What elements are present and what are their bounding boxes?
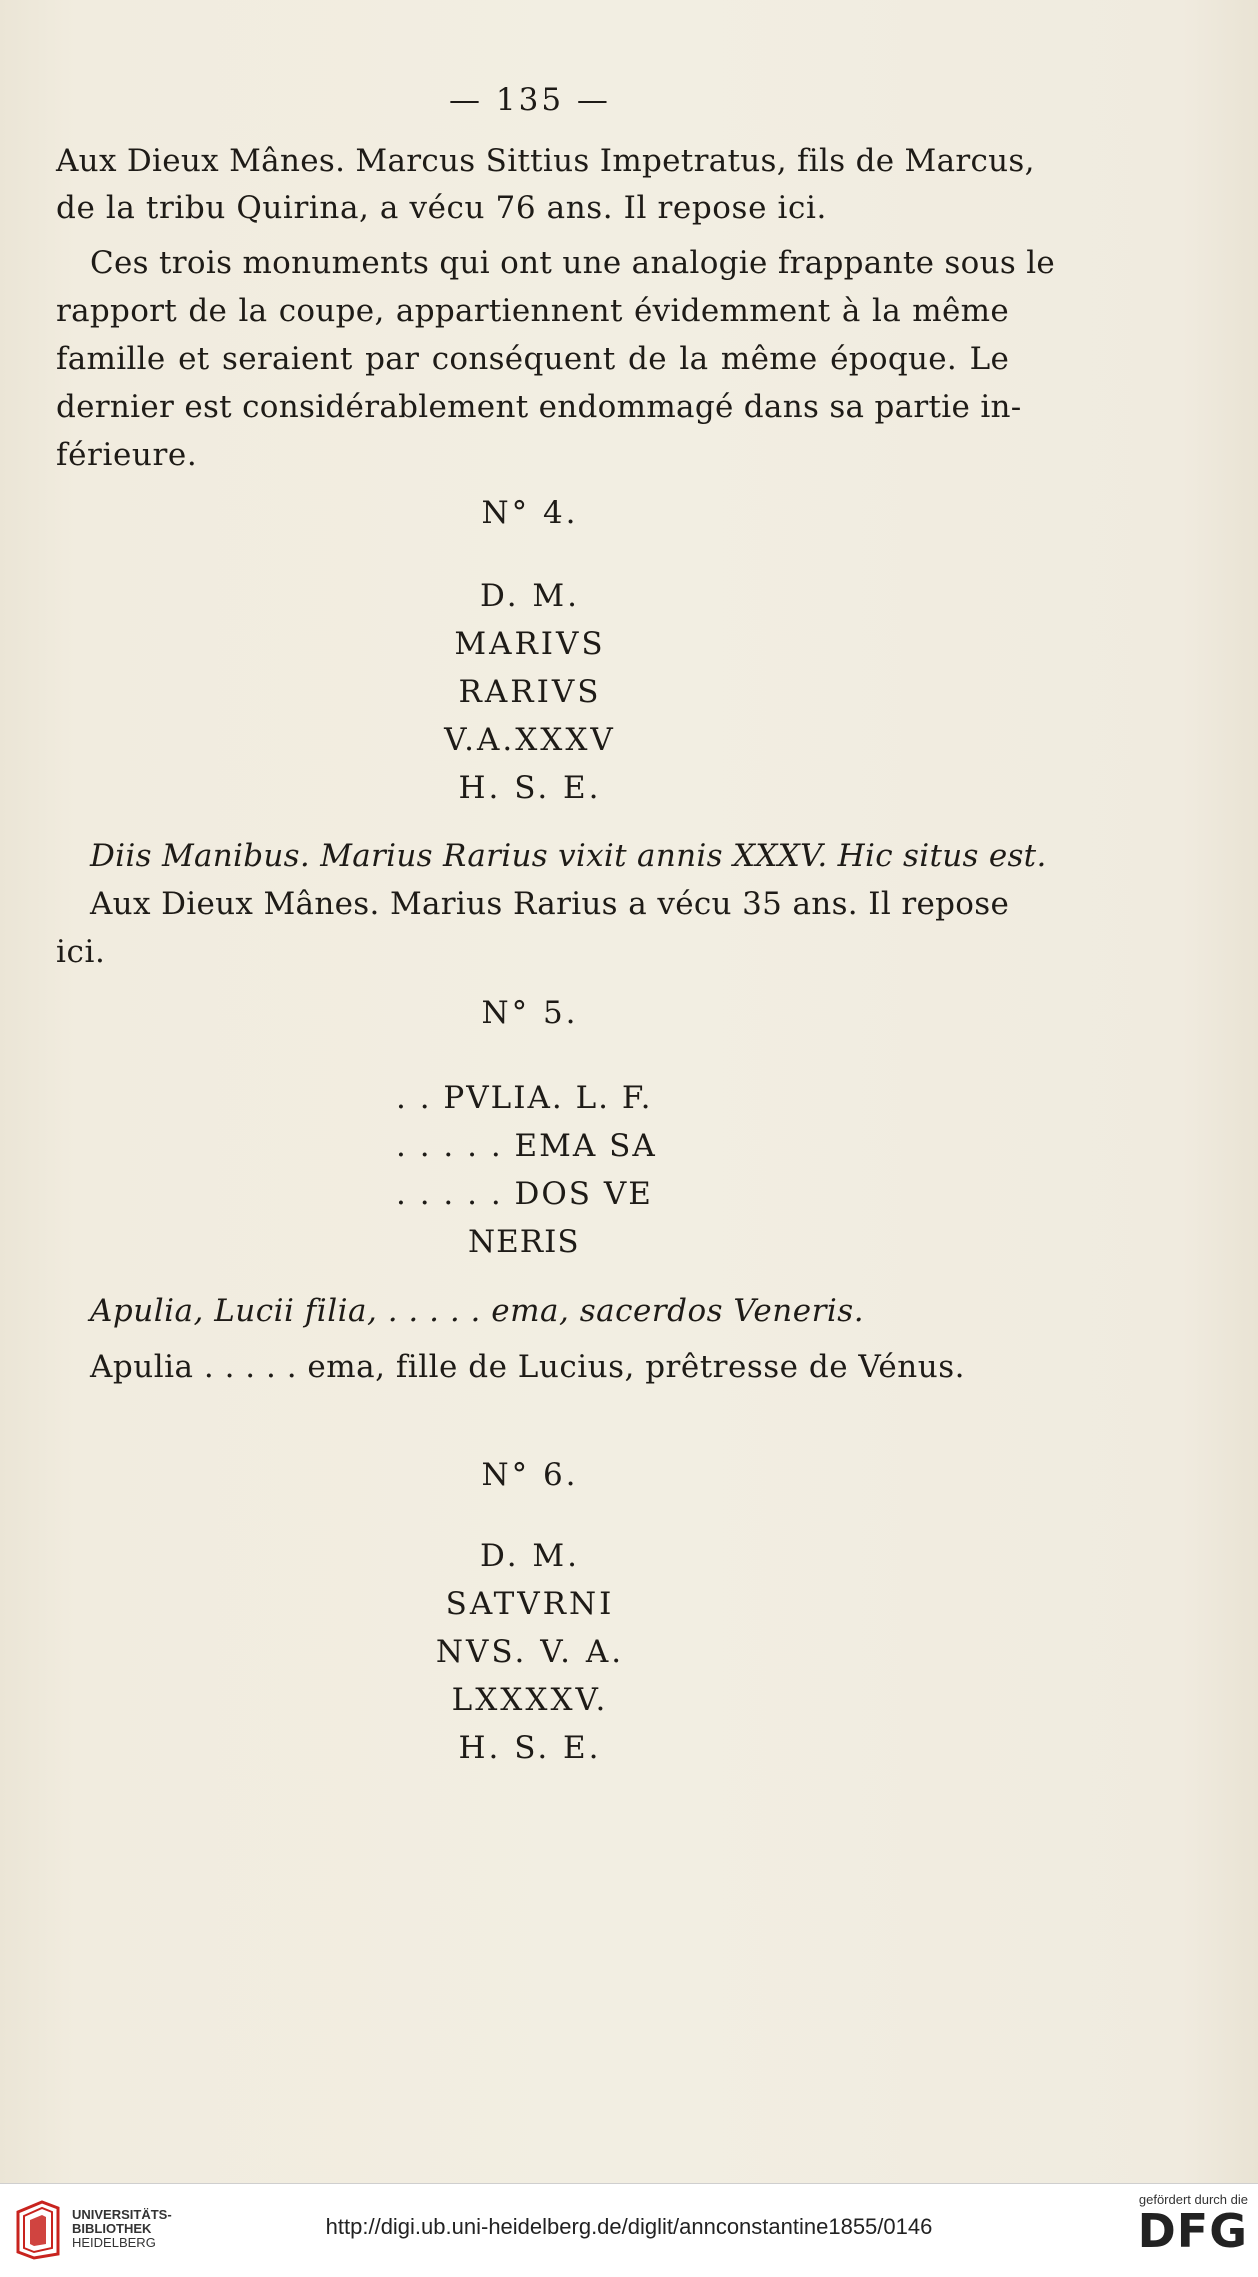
- library-line: HEIDELBERG: [72, 2235, 156, 2250]
- word: ont: [500, 245, 553, 281]
- word: Marius: [320, 838, 433, 874]
- no4-inscription-line: MARIVS: [454, 626, 606, 662]
- word: qui: [439, 245, 490, 281]
- word: sa: [829, 389, 865, 425]
- word: Marcus,: [904, 143, 1035, 179]
- word: Marius: [389, 886, 503, 922]
- word: époque.: [830, 341, 958, 377]
- word: repose: [901, 886, 1010, 922]
- no6-heading: N° 6.: [481, 1457, 579, 1493]
- word: Diis: [90, 838, 152, 874]
- word: Rarius: [442, 838, 548, 874]
- no4-inscription-line: V.A.XXXV: [444, 722, 616, 758]
- word: est: [184, 389, 232, 425]
- para2-line1: [90, 245, 1056, 281]
- digitization-footer: [0, 2183, 1258, 2277]
- word: monuments: [242, 245, 430, 281]
- word: la: [238, 293, 268, 329]
- word: Marcus: [355, 143, 476, 179]
- no5-heading: N° 5.: [481, 995, 579, 1031]
- word: annis: [637, 838, 723, 874]
- word: Sittius: [485, 143, 590, 179]
- word: Manibus.: [161, 838, 311, 874]
- word: le: [1026, 245, 1056, 281]
- para2-line3: [56, 341, 1009, 377]
- word: frappante: [777, 245, 935, 281]
- word: coupe,: [278, 293, 385, 329]
- word: 35: [742, 886, 783, 922]
- word: Dieux: [161, 886, 254, 922]
- no5-latin-transcription: Apulia, Lucii filia, . . . . . ema, sacerdos Veneris.: [90, 1293, 865, 1329]
- word: analogie: [631, 245, 768, 281]
- word: évidemment: [634, 293, 831, 329]
- para2-line2: [56, 293, 1009, 329]
- word: par: [365, 341, 420, 377]
- word: Le: [969, 341, 1010, 377]
- word: Aux: [56, 143, 117, 179]
- word: appartiennent: [395, 293, 623, 329]
- no6-inscription-line: H. S. E.: [458, 1730, 602, 1766]
- word: Il: [868, 886, 892, 922]
- word: et: [178, 341, 210, 377]
- no5-inscription-line: . . . . . EMA SA: [396, 1128, 657, 1164]
- word: Aux: [90, 886, 151, 922]
- no5-inscription-line: . . PVLIA. L. F.: [396, 1080, 653, 1116]
- word: même: [720, 341, 818, 377]
- no6-inscription-line: D. M.: [479, 1538, 581, 1574]
- word: rapport: [56, 293, 178, 329]
- page-number: — 135 —: [449, 82, 611, 118]
- no6-inscription-line: LXXXXV.: [451, 1682, 609, 1718]
- word: trois: [159, 245, 233, 281]
- word: partie: [874, 389, 971, 425]
- word: même: [912, 293, 1009, 329]
- word: une: [562, 245, 622, 281]
- word: Hic: [837, 838, 893, 874]
- word: de: [855, 143, 895, 179]
- word: vécu: [657, 886, 732, 922]
- word: la: [871, 293, 901, 329]
- word: Ces: [90, 245, 149, 281]
- para2-line5: férieure.: [56, 437, 198, 473]
- para1-line2: de la tribu Quirina, a vécu 76 ans. Il repose ici.: [56, 190, 827, 226]
- word: de: [188, 293, 228, 329]
- para1-line1: [56, 143, 1035, 179]
- no4-inscription-line: RARIVS: [458, 674, 602, 710]
- library-line: BIBLIOTHEK: [72, 2221, 152, 2236]
- word: dans: [743, 389, 820, 425]
- word: in-: [980, 389, 1022, 425]
- dfg-logo-text: DFG: [1137, 2204, 1248, 2258]
- no5-inscription-line: NERIS: [468, 1224, 580, 1260]
- no4-inscription-line: H. S. E.: [458, 770, 602, 806]
- no4-latin-transcription: [90, 838, 1047, 874]
- word: Impetratus,: [599, 143, 787, 179]
- word: conséquent: [431, 341, 616, 377]
- word: situs: [903, 838, 979, 874]
- word: a: [628, 886, 648, 922]
- word: seraient: [221, 341, 353, 377]
- word: Mânes.: [263, 886, 380, 922]
- no6-inscription-line: SATVRNI: [445, 1586, 615, 1622]
- word: à: [841, 293, 861, 329]
- word: Dieux: [126, 143, 219, 179]
- permalink-url[interactable]: http://digi.ub.uni-heidelberg.de/diglit/annconstantine1855/0146: [325, 2214, 933, 2239]
- no4-french-line1: [90, 886, 1009, 922]
- no6-inscription-line: NVS. V. A.: [435, 1634, 625, 1670]
- no5-inscription-line: . . . . . DOS VE: [396, 1176, 653, 1212]
- library-line: UNIVERSITÄTS-: [72, 2207, 172, 2222]
- word: de: [628, 341, 667, 377]
- word: XXXV.: [732, 838, 828, 874]
- word: endommagé: [538, 389, 734, 425]
- no4-heading: N° 4.: [481, 495, 579, 531]
- word: sous: [944, 245, 1017, 281]
- word: fils: [797, 143, 846, 179]
- funded-by-label: gefördert durch die: [1138, 2192, 1248, 2207]
- word: ans.: [792, 886, 858, 922]
- word: la: [679, 341, 709, 377]
- word: Mânes.: [229, 143, 346, 179]
- word: vixit: [558, 838, 627, 874]
- word: Rarius: [512, 886, 618, 922]
- word: dernier: [56, 389, 175, 425]
- no4-french-line2: ici.: [56, 934, 106, 970]
- word: famille: [56, 341, 166, 377]
- no5-french-translation: Apulia . . . . . ema, fille de Lucius, prêtresse de Vénus.: [90, 1349, 965, 1385]
- para2-line4: [56, 389, 1022, 425]
- word: considérablement: [242, 389, 529, 425]
- word: est.: [988, 838, 1047, 874]
- dfg-funding: [1098, 2192, 1248, 2258]
- no4-inscription-line: D. M.: [479, 578, 581, 614]
